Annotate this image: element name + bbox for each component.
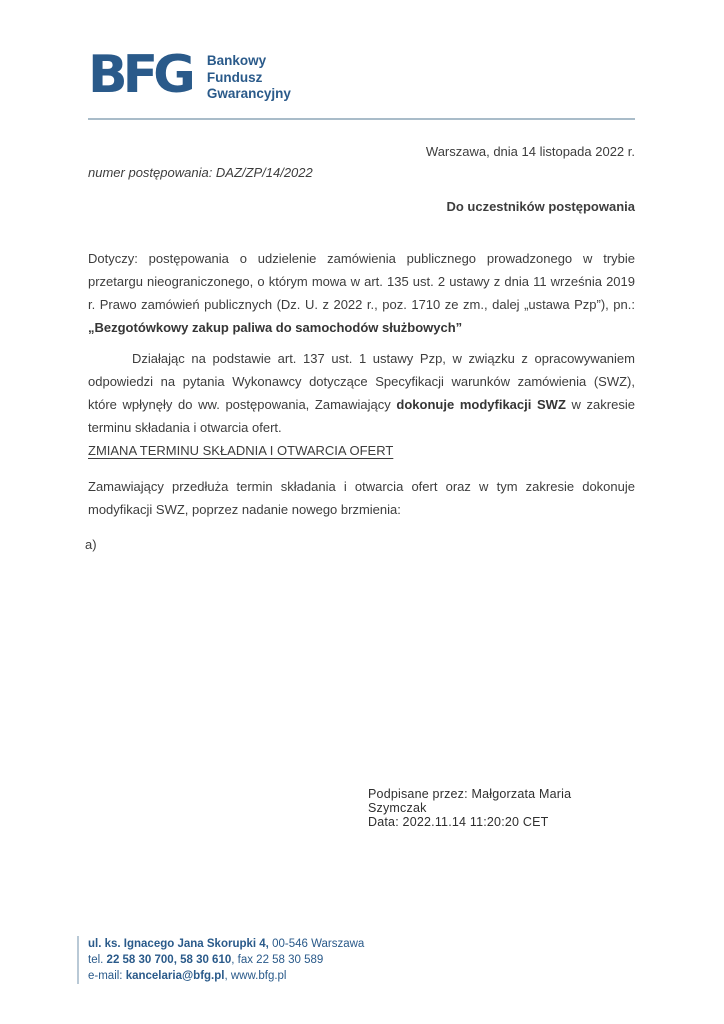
section-heading: ZMIANA TERMINU SKŁADNIA I OTWARCIA OFERT [88,443,394,458]
footer-email-prefix: e-mail: [88,970,126,982]
footer-address-bold: ul. ks. Ignacego Jana Skorupki 4, [88,938,269,950]
subject-regular-text: Dotyczy: postępowania o udzielenie zamówienia publicznego prowadzonego w trybie przetargu nieograniczonego, o którym mowa w art. 135 ust. 2 ustawy z dnia 11 września 2019 r. Prawo zamówień publicznych (Dz. U. z 2022 r., poz. 1710 ze zm., dalej „ustawa Pzp”), pn.: [88,251,635,312]
header-divider [88,118,635,120]
footer-phone-prefix: tel. [88,954,107,966]
footer-phone-regular: , fax 22 58 30 589 [231,954,324,966]
footer-contact-block [77,936,364,984]
place-and-date: Warszawa, dnia 14 listopada 2022 r. [425,144,635,159]
footer-phone-bold: 22 58 30 700, 58 30 610 [106,954,232,966]
signature-date: Data: 2022.11.14 11:20:20 CET [368,814,549,829]
list-item-marker-a: a) [85,537,97,552]
footer-address-regular: 00-546 Warszawa [268,938,365,950]
footer-email-regular: , www.bfg.pl [224,970,287,982]
case-number: numer postępowania: DAZ/ZP/14/2022 [88,165,313,180]
footer-phone-line [88,952,364,968]
logo-name-line-2: Fundusz [206,69,263,85]
logo-name-line-3: Gwarancyjny [206,86,291,101]
bfg-logo-name [207,53,291,103]
digital-signature-block [368,788,571,829]
intro-text-part2: w zakresie terminu składania i otwarcia ofert. [88,397,635,435]
logo-name-line-1: Bankowy [206,53,267,68]
footer-address-line [88,936,364,952]
recipient-line: Do uczestników postępowania [446,199,635,214]
paragraph-subject [88,247,635,339]
bfg-logo [88,45,291,105]
paragraph-change: Zamawiający przedłuża termin składania i otwarcia ofert oraz w tym zakresie dokonuje modyfikacji SWZ, poprzez nadanie nowego brzmienia: [88,479,635,517]
signature-signed-by: Podpisane przez: Małgorzata Maria [368,787,572,801]
paragraph-intro [88,347,635,439]
intro-bold-text: dokonuje modyfikacji SWZ [396,397,566,412]
bfg-logo-acronym: BFG [88,45,191,105]
footer-email-bold: kancelaria@bfg.pl [125,970,225,982]
footer-email-line [88,968,364,984]
intro-text-part1: Działając na podstawie art. 137 ust. 1 ustawy Pzp, w związku z opracowywaniem odpowiedzi na pytania Wykonawcy dotyczące Specyfikacji warunków zamówienia (SWZ), które wpłynęły do ww. postępowania, Zamawiający [88,351,635,412]
subject-bold-text: „Bezgotówkowy zakup paliwa do samochodów służbowych” [88,320,463,335]
signature-surname: Szymczak [368,800,427,815]
